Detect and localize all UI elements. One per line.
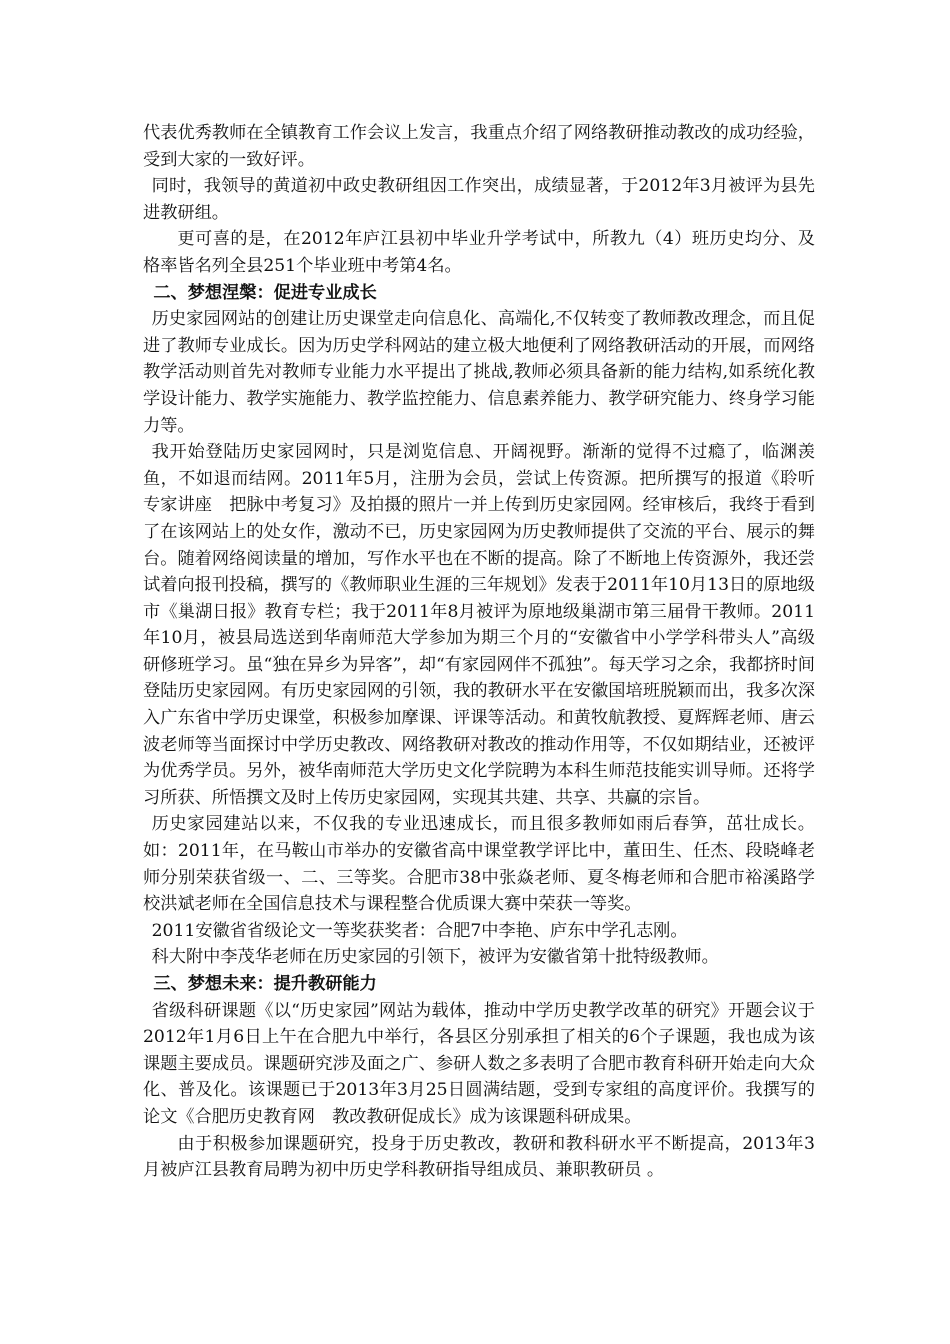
section-heading: 三、梦想未来：提升教研能力	[153, 974, 377, 994]
paragraph: 2011安徽省省级论文一等奖获奖者：合肥7中李艳、庐东中学孔志刚。	[151, 920, 688, 941]
paragraph: 省级科研课题《以“历史家园”网站为载体，推动中学历史教学改革的研究》开题会议于2012年1月6日上午在合肥九中举行，各县区分别承担了相关的6个子课题，我也成为该课题主要成员。课题研究涉及面之广、参研人数之多表明了合肥市教育科研开始走向大众化、普及化。该课题已于2013年3月25日圆满结题，受到专家组的高度评价。我撰写的论文《合肥历史教育网 教改教研促成长》成为该课题科研成果。	[143, 1000, 815, 1127]
paragraph: 代表优秀教师在全镇教育工作会议上发言，我重点介绍了网络教研推动教改的成功经验，受到大家的一致好评。	[143, 123, 815, 170]
paragraph: 由于积极参加课题研究，投身于历史教改，教研和教科研水平不断提高，2013年3月被庐江县教育局聘为初中历史学科教研指导组成员、兼职教研员 。	[143, 1133, 815, 1181]
paragraph: 历史家园建站以来，不仅我的专业迅速成长，而且很多教师如雨后春笋，茁壮成长。如：2011年，在马鞍山市举办的安徽省高中课堂教学评比中，董田生、任杰、段晓峰老师分别荣获省级一、二、三等奖。合肥市38中张焱老师、夏冬梅老师和合肥市裕溪路学校洪斌老师在全国信息技术与课程整合优质课大赛中荣获一等奖。	[143, 814, 815, 915]
paragraph: 同时，我领导的黄道初中政史教研组因工作突出，成绩显著，于2012年3月被评为县先进教研组。	[143, 176, 815, 223]
paragraph: 科大附中李茂华老师在历史家园的引领下，被评为安徽省第十批特级教师。	[151, 947, 719, 968]
paragraph: 历史家园网站的创建让历史课堂走向信息化、高端化,不仅转变了教师教改理念，而且促进了教师专业成长。因为历史学科网站的建立极大地便利了网络教研活动的开展，而网络教学活动则首先对教师专业能力水平提出了挑战,教师必须具备新的能力结构,如系统化教学设计能力、教学实施能力、教学监控能力、信息素养能力、教学研究能力、终身学习能力等。	[143, 309, 815, 436]
paragraph: 更可喜的是，在2012年庐江县初中毕业升学考试中，所教九（4）班历史均分、及格率皆名列全县251个毕业班中考第4名。	[143, 229, 815, 276]
document-page	[143, 120, 815, 1184]
section-heading: 二、梦想涅槃：促进专业成长	[153, 282, 377, 303]
paragraph: 我开始登陆历史家园网时，只是浏览信息、开阔视野。渐渐的觉得不过瘾了，临渊羡鱼，不如退而结网。2011年5月，注册为会员，尝试上传资源。把所撰写的报道《聆听专家讲座 把脉中考复习》及拍摄的照片一并上传到历史家园网。经审核后，我终于看到了在该网站上的处女作，激动不已，历史家园网为历史教师提供了交流的平台、展示的舞台。随着网络阅读量的增加，写作水平也在不断的提高。除了不断地上传资源外，我还尝试着向报刊投稿，撰写的《教师职业生涯的三年规划》发表于2011年10月13日的原地级市《巢湖日报》教育专栏；我于2011年8月被评为原地级巢湖市第三届骨干教师。2011年10月，被县局选送到华南师范大学参加为期三个月的“安徽省中小学学科带头人”高级研修班学习。虽“独在异乡为异客”，却“有家园网伴不孤独”。每天学习之余，我都挤时间登陆历史家园网。有历史家园网的引领，我的教研水平在安徽国培班脱颖而出，我多次深入广东省中学历史课堂，积极参加摩课、评课等活动。和黄牧航教授、夏辉辉老师、唐云波老师等当面探讨中学历史教改、网络教研对教改的推动作用等，不仅如期结业，还被评为优秀学员。另外，被华南师范大学历史文化学院聘为本科生师范技能实训导师。还将学习所获、所悟撰文及时上传历史家园网，实现其共建、共享、共赢的宗旨。	[143, 442, 815, 808]
